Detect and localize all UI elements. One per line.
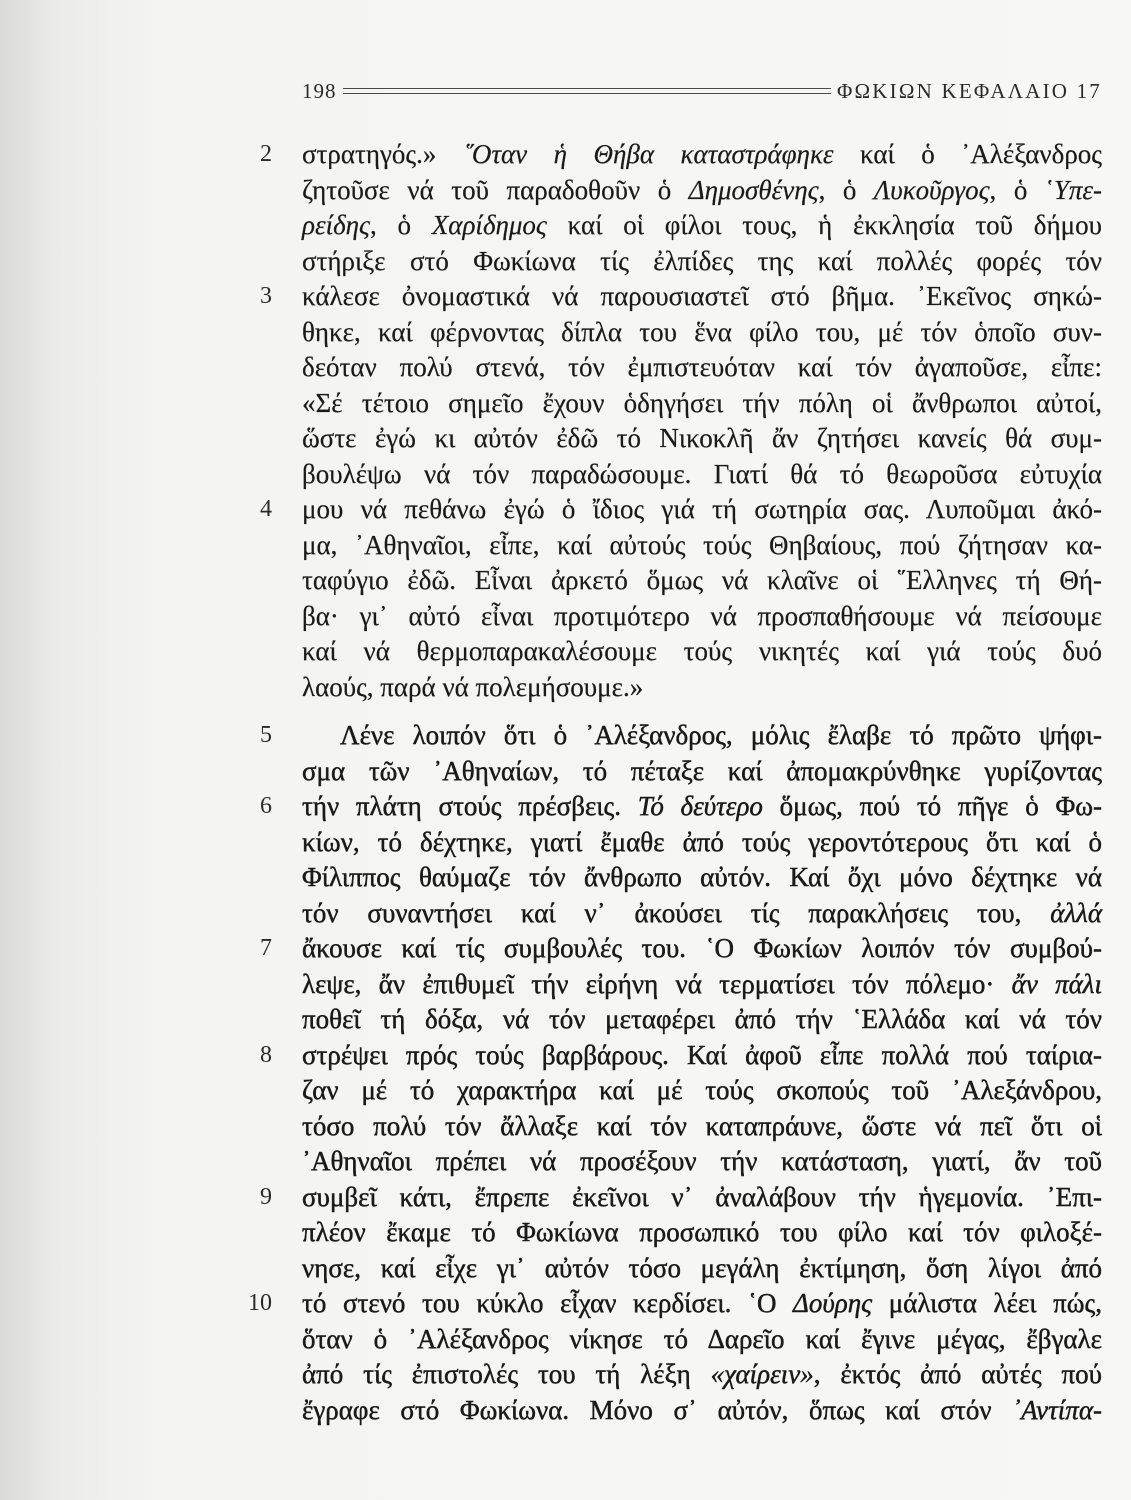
- text-segment: νησε, καί εἶχε γι᾿ αὐτόν τόσο μεγάλη ἐκτίμηση, ὅση λίγοι ἀπό: [302, 1252, 1102, 1283]
- section-number: 6: [260, 793, 272, 819]
- header-double-rule: [343, 88, 831, 94]
- line-text: [302, 388, 1102, 418]
- text-line: [302, 208, 1102, 244]
- line-text: [302, 317, 1102, 347]
- line-text: [302, 898, 1102, 928]
- section-number: 8: [260, 1041, 272, 1068]
- text-line: [302, 754, 1102, 790]
- text-line: [302, 386, 1102, 422]
- text-segment: ὅμως, πού τό πῆγε ὁ Φω-: [762, 791, 1102, 821]
- line-text: [302, 756, 1102, 786]
- text-segment: ἔγραφε στό Φωκίωνα. Μόνο σ᾿ αὐτόν, ὅπως καί στόν: [302, 1394, 1013, 1425]
- text-segment: «Σέ τέτοιο σημεῖο ἔχουν ὁδηγήσει τήν πόλη οἱ ἄνθρωποι αὐτοί,: [302, 387, 1102, 418]
- section-number: 3: [260, 283, 272, 309]
- text-line: [302, 599, 1102, 635]
- italic-text-segment: ᾿Αντίπα-: [1012, 1394, 1102, 1425]
- text-line: [260, 279, 1102, 315]
- text-segment: ἄκουσε καί τίς συμβουλές του. ῾Ο Φωκίων λοιπόν τόν συμβού-: [302, 933, 1102, 963]
- text-segment: ποθεῖ τή δόξα, νά τόν μεταφέρει ἀπό τήν ῾Ελλάδα καί νά τόν: [302, 1004, 1102, 1034]
- line-text: [302, 969, 1102, 999]
- text-segment: λαούς, παρά νά πολεμήσουμε.»: [302, 671, 644, 702]
- italic-text-segment: ῾Υπε-: [1044, 174, 1103, 205]
- italic-text-segment: ρείδης: [302, 210, 371, 240]
- text-segment: Λένε λοιπόν ὅτι ὁ ᾿Αλέξανδρος, μόλις ἔλαβε τό πρῶτο ψήφι-: [340, 720, 1102, 750]
- line-text: [302, 530, 1102, 560]
- text-line: [302, 1322, 1102, 1358]
- text-line: [302, 860, 1102, 896]
- line-text: [302, 281, 1102, 311]
- line-text: [302, 423, 1102, 453]
- running-head: ΦΩΚΙΩΝ ΚΕΦΑΛΑΙΟ 17: [836, 78, 1102, 103]
- text-segment: τόσο πολύ τόν ἄλλαξε καί τόν καταπράυνε, ὥστε νά πεῖ ὅτι οἱ: [302, 1110, 1102, 1141]
- line-text: [302, 601, 1102, 631]
- text-line: [302, 421, 1102, 457]
- text-segment: δεόταν πολύ στενά, τόν ἐμπιστευόταν καί τόν ἀγαποῦσε, εἶπε:: [302, 352, 1102, 382]
- text-line: [302, 244, 1102, 280]
- line-text: [302, 1359, 1102, 1389]
- text-segment: , ἐκτός ἀπό αὐτές πού: [813, 1359, 1102, 1389]
- italic-text-segment: Χαρίδημος: [431, 210, 547, 240]
- line-text: [302, 791, 1102, 821]
- text-line: [302, 173, 1102, 209]
- line-text: [302, 827, 1102, 857]
- text-segment: στήριξε στό Φωκίωνα τίς ἐλπίδες της καί πολλές φορές τόν: [302, 245, 1102, 276]
- text-segment: ζαν μέ τό χαρακτήρα καί μέ τούς σκοπούς τοῦ ᾿Αλεξάνδρου,: [302, 1075, 1102, 1105]
- text-line: [260, 931, 1102, 967]
- line-text: [302, 175, 1102, 205]
- text-line: [260, 789, 1102, 825]
- text-line: [260, 1180, 1102, 1216]
- text-segment: μου νά πεθάνω ἐγώ ὁ ἴδιος γιά τή σωτηρία σας. Λυποῦμαι ἀκό-: [302, 494, 1102, 524]
- section-number: 5: [260, 722, 272, 748]
- line-text: [302, 1182, 1102, 1212]
- text-line: [260, 137, 1102, 173]
- section-number: 7: [260, 935, 272, 961]
- line-text: [302, 1075, 1102, 1105]
- italic-text-segment: ἄν πάλι: [1011, 968, 1102, 999]
- line-text: [302, 672, 643, 702]
- line-text: [302, 1288, 1102, 1318]
- line-text: [302, 1111, 1102, 1141]
- text-line: [302, 1002, 1102, 1038]
- text-segment: , ὁ: [818, 174, 874, 205]
- text-segment: κίων, τό δέχτηκε, γιατί ἔμαθε ἀπό τούς γεροντότερους ὅτι καί ὁ: [302, 826, 1102, 857]
- text-line: [302, 1073, 1102, 1109]
- text-line: [302, 1251, 1102, 1287]
- text-segment: συμβεῖ κάτι, ἔπρεπε ἐκεῖνοι ν᾿ ἀναλάβουν τήν ἡγεμονία. ᾿Επι-: [302, 1181, 1102, 1212]
- text-segment: σμα τῶν ᾿Αθηναίων, τό πέταξε καί ἀπομακρύνθηκε γυρίζοντας: [302, 755, 1102, 786]
- paragraph: [260, 137, 1103, 705]
- text-line: [302, 896, 1102, 932]
- text-segment: μάλιστα λέει πώς,: [872, 1288, 1102, 1318]
- section-number: 10: [248, 1290, 272, 1316]
- line-text: [302, 636, 1102, 666]
- italic-text-segment: Δημοσθένης: [688, 174, 819, 205]
- line-text: [302, 933, 1102, 963]
- section-number: 4: [260, 496, 272, 522]
- section-number: 9: [260, 1183, 272, 1210]
- italic-text-segment: «χαίρειν»: [710, 1359, 814, 1389]
- text-line: [260, 718, 1102, 754]
- text-line: [302, 670, 1102, 706]
- text-segment: πλέον ἔκαμε τό Φωκίωνα προσωπικό του φίλο καί τόν φιλοξέ-: [302, 1217, 1102, 1247]
- text-line: [302, 457, 1102, 493]
- text-line: [302, 1109, 1102, 1145]
- text-segment: κάλεσε ὀνομαστικά νά παρουσιαστεῖ στό βῆμα. ᾿Εκεῖνος σηκώ-: [302, 281, 1102, 311]
- line-text: [302, 565, 1102, 595]
- text-line: [302, 1215, 1102, 1251]
- text-line: [260, 1038, 1102, 1074]
- text-segment: τήν πλάτη στούς πρέσβεις.: [302, 791, 638, 821]
- text-line: [302, 350, 1102, 386]
- line-text: [302, 1253, 1102, 1283]
- text-segment: καί οἱ φίλοι τους, ἡ ἐκκλησία τοῦ δήμου: [546, 210, 1102, 240]
- italic-text-segment: Τό δεύτερο: [637, 791, 763, 821]
- italic-text-segment: Λυκοῦργος: [873, 174, 990, 205]
- text-segment: ζητοῦσε νά τοῦ παραδοθοῦν ὁ: [302, 174, 689, 205]
- paragraph: [248, 718, 1102, 1428]
- text-segment: ὅταν ὁ ᾿Αλέξανδρος νίκησε τό Δαρεῖο καί ἔγινε μέγας, ἔβγαλε: [302, 1323, 1102, 1354]
- text-line: [302, 967, 1102, 1003]
- text-segment: καί νά θερμοπαρακαλέσουμε τούς νικητές καί γιά τούς δυό: [302, 636, 1102, 666]
- text-segment: ἀπό τίς ἐπιστολές του τή λέξη: [302, 1359, 711, 1389]
- text-segment: τό στενό του κύκλο εἶχαν κερδίσει. ῾Ο: [302, 1288, 794, 1318]
- line-text: [302, 1040, 1102, 1070]
- text-segment: τόν συναντήσει καί ν᾿ ἀκούσει τίς παρακλήσεις του,: [302, 897, 1051, 928]
- text-line: [302, 315, 1102, 351]
- line-text: [302, 139, 1102, 169]
- text-line: [260, 492, 1102, 528]
- body-text: [248, 137, 1103, 1428]
- text-segment: θηκε, καί φέρνοντας δίπλα του ἕνα φίλο του, μέ τόν ὁποῖο συν-: [302, 316, 1102, 347]
- text-segment: στρατηγός.»: [302, 139, 463, 169]
- text-line: [302, 528, 1102, 564]
- line-text: [302, 1395, 1102, 1425]
- italic-text-segment: ἀλλά: [1050, 897, 1102, 928]
- text-line: [302, 1144, 1102, 1180]
- section-number: 2: [260, 141, 272, 167]
- line-text: [302, 1324, 1102, 1354]
- line-text: [302, 352, 1102, 382]
- text-line: [302, 563, 1102, 599]
- text-segment: , ὁ: [370, 210, 432, 240]
- text-segment: στρέψει πρός τούς βαρβάρους. Καί ἀφοῦ εἶπε πολλά πού ταίρια-: [302, 1039, 1102, 1070]
- text-segment: βουλέψω νά τόν παραδώσουμε. Γιατί θά τό θεωροῦσα εὐτυχία: [302, 458, 1102, 489]
- italic-text-segment: ῞Οταν ἡ Θήβα καταστράφηκε: [462, 139, 834, 169]
- line-text: [302, 1146, 1102, 1176]
- line-text: [340, 720, 1102, 750]
- line-text: [302, 1217, 1102, 1247]
- line-text: [302, 1004, 1102, 1034]
- text-line: [302, 825, 1102, 861]
- text-line: [302, 634, 1102, 670]
- text-segment: καί ὁ ᾿Αλέξανδρος: [833, 139, 1102, 169]
- text-segment: , ὁ: [989, 174, 1045, 205]
- text-segment: Φίλιππος θαύμαζε τόν ἄνθρωπο αὐτόν. Καί ὄχι μόνο δέχτηκε νά: [302, 862, 1102, 892]
- line-text: [302, 494, 1102, 524]
- text-line: [302, 1357, 1102, 1393]
- text-line: [248, 1286, 1102, 1322]
- line-text: [302, 862, 1102, 892]
- italic-text-segment: Δούρης: [793, 1288, 873, 1318]
- page-header: [302, 76, 1102, 106]
- line-text: [302, 459, 1102, 489]
- text-segment: ᾿Αθηναῖοι πρέπει νά προσέξουν τήν κατάσταση, γιατί, ἄν τοῦ: [302, 1146, 1102, 1176]
- line-text: [302, 246, 1102, 276]
- text-segment: ὥστε ἐγώ κι αὐτόν ἐδῶ τό Νικοκλῆ ἄν ζητήσει κανείς θά συμ-: [302, 423, 1102, 453]
- text-segment: μα, ᾿Αθηναῖοι, εἶπε, καί αὐτούς τούς Θηβαίους, πού ζήτησαν κα-: [302, 529, 1102, 560]
- text-segment: βα· γι᾿ αὐτό εἶναι προτιμότερο νά προσπαθήσουμε νά πείσουμε: [302, 600, 1102, 631]
- page-number: 198: [302, 78, 337, 103]
- text-line: [302, 1393, 1102, 1429]
- text-segment: λεψε, ἄν ἐπιθυμεῖ τήν εἰρήνη νά τερματίσει τόν πόλεμο·: [302, 968, 1012, 999]
- text-segment: ταφύγιο ἐδῶ. Εἶναι ἀρκετό ὅμως νά κλαῖνε οἱ ῞Ελληνες τή Θή-: [302, 565, 1102, 595]
- line-text: [302, 210, 1102, 240]
